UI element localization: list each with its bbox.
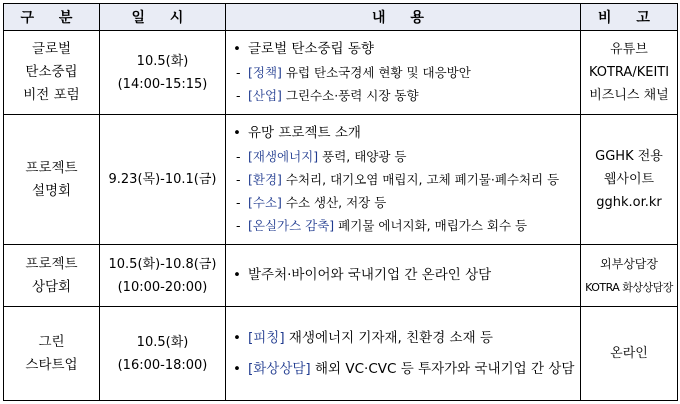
datetime-cell xyxy=(100,115,226,245)
category-line: 비전 포럼 xyxy=(23,87,80,103)
sub-item: - [정책] 유럽 탄소국경세 현황 및 대응방안 xyxy=(236,65,471,80)
bullet-item xyxy=(226,327,580,350)
sub-item-text: 풍력, 태양광 등 xyxy=(322,149,407,164)
item-text: 해외 VC·CVC 등 투자가와 국내기업 간 상담 xyxy=(315,360,575,377)
category-line: 상담회 xyxy=(31,278,72,295)
item-tag: [피칭] xyxy=(248,329,285,346)
sub-item-tag: [온실가스 감축] xyxy=(248,218,335,233)
sub-item-text: 수처리, 대기오염 매립지, 고체 폐기물·폐수처리 등 xyxy=(285,172,560,187)
category-line: 프로젝트 xyxy=(25,255,78,272)
category-line: 설명회 xyxy=(31,182,72,199)
main-item xyxy=(226,38,580,61)
content-cell xyxy=(226,245,581,307)
datetime-cell xyxy=(100,31,226,115)
note-line: KOTRA 화상상담장 xyxy=(585,280,673,294)
category-cell xyxy=(4,31,100,115)
table-row xyxy=(4,307,678,401)
main-item xyxy=(226,122,580,145)
category-line: 글로벌 xyxy=(31,41,72,57)
note-line: 온라인 xyxy=(610,346,648,361)
sub-item-tag: [환경] xyxy=(248,172,282,187)
bullet-item xyxy=(226,358,580,381)
sub-item: - [재생에너지] 풍력, 태양광 등 xyxy=(236,149,407,164)
date-line: 9.23(목)-10.1(금) xyxy=(108,172,217,187)
main-item-text: 발주처·바이어와 국내기업 간 온라인 상담 xyxy=(248,267,492,283)
content-cell xyxy=(226,31,581,115)
event-schedule-table xyxy=(3,3,678,401)
sub-item: - [온실가스 감축] 폐기물 에너지화, 매립가스 회수 등 xyxy=(236,218,528,233)
sub-item-tag: [정책] xyxy=(248,65,282,80)
note-line: 비즈니스 채널 xyxy=(589,88,669,103)
note-cell xyxy=(581,307,678,401)
category-line: 탄소중립 xyxy=(25,64,78,80)
table-row xyxy=(4,115,678,245)
date-line: 10.5(화) xyxy=(136,334,189,350)
datetime-cell xyxy=(100,245,226,307)
sub-item: - [산업] 그린수소·풍력 시장 동향 xyxy=(236,88,419,103)
category-line: 프로젝트 xyxy=(25,159,78,176)
date-line: 10.5(화)-10.8(금) xyxy=(108,256,217,272)
note-cell xyxy=(581,31,678,115)
datetime-cell xyxy=(100,307,226,401)
note-line: KOTRA/KEITI xyxy=(588,65,670,80)
content-cell xyxy=(226,307,581,401)
note-line: 외부상담장 xyxy=(600,256,658,271)
sub-item: - [환경] 수처리, 대기오염 매립지, 고체 폐기물·폐수처리 등 xyxy=(236,172,560,187)
sub-item: - [수소] 수소 생산, 저장 등 xyxy=(236,195,387,210)
category-cell xyxy=(4,307,100,401)
item-text: 재생에너지 기자재, 친환경 소재 등 xyxy=(288,329,493,346)
content-cell xyxy=(226,115,581,245)
category-line: 그린 xyxy=(38,333,65,350)
table-row xyxy=(4,31,678,115)
time-line: (10:00-20:00) xyxy=(117,279,208,295)
header-category: 구 분 xyxy=(4,4,100,31)
sub-item-text: 수소 생산, 저장 등 xyxy=(285,195,387,210)
note-cell xyxy=(581,115,678,245)
header-row xyxy=(4,4,678,31)
header-note: 비 고 xyxy=(581,4,678,31)
bullet-icon: • xyxy=(233,360,241,377)
bullet-icon: • xyxy=(233,329,241,346)
main-item-text: 글로벌 탄소중립 동향 xyxy=(248,41,374,57)
table-row xyxy=(4,245,678,307)
category-line: 스타트업 xyxy=(25,356,78,373)
header-datetime: 일 시 xyxy=(100,4,226,31)
category-cell xyxy=(4,115,100,245)
note-cell xyxy=(581,245,678,307)
sub-item-tag: [재생에너지] xyxy=(248,149,319,164)
bullet-icon: • xyxy=(233,267,241,283)
sub-item-text: 폐기물 에너지화, 매립가스 회수 등 xyxy=(338,218,528,233)
category-cell xyxy=(4,245,100,307)
time-line: (16:00-18:00) xyxy=(117,357,208,373)
header-content: 내 용 xyxy=(226,4,581,31)
sub-item-text: 그린수소·풍력 시장 동향 xyxy=(285,88,419,103)
bullet-icon: • xyxy=(233,41,241,57)
note-line: 유튜브 xyxy=(610,42,648,57)
sub-item-tag: [수소] xyxy=(248,195,282,210)
main-item xyxy=(226,264,580,287)
sub-item-tag: [산업] xyxy=(248,88,282,103)
bullet-icon: • xyxy=(233,125,241,141)
note-line: gghk.or.kr xyxy=(596,195,662,210)
note-line: GGHK 전용 xyxy=(595,149,663,164)
date-line: 10.5(화) xyxy=(136,53,189,69)
main-item-text: 유망 프로젝트 소개 xyxy=(248,125,361,141)
sub-item-text: 유럽 탄소국경세 현황 및 대응방안 xyxy=(285,65,471,80)
time-line: (14:00-15:15) xyxy=(117,76,208,92)
item-tag: [화상상담] xyxy=(248,360,311,377)
note-line: 웹사이트 xyxy=(603,172,655,187)
